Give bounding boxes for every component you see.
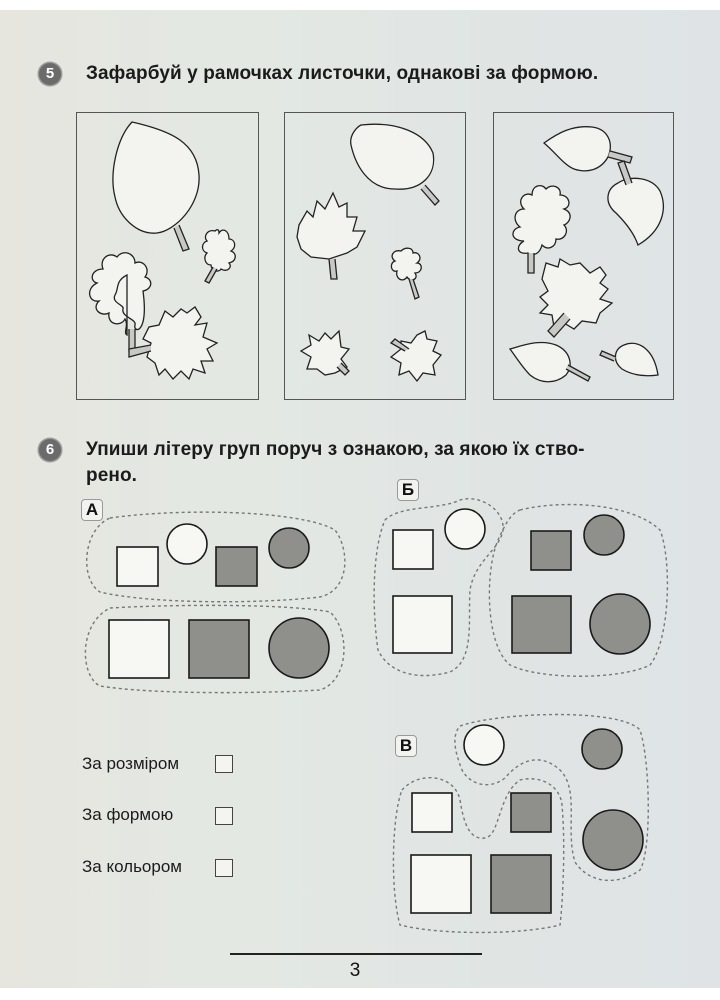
shape-circle-gray-large <box>583 810 643 870</box>
page-number: 3 <box>349 960 361 981</box>
criterion-size-answer-box[interactable] <box>215 755 233 773</box>
shape-square-white-large <box>411 855 471 913</box>
shape-circle-gray-large <box>269 618 329 678</box>
shape-square-white-large <box>109 620 169 678</box>
task-number-badge: 5 <box>39 63 61 85</box>
shape-square-gray-large <box>512 596 571 653</box>
shape-circle-white-small <box>167 524 207 564</box>
criterion-color-answer-box[interactable] <box>215 859 233 877</box>
task-5-title: Зафарбуй у рамочках листочки, однакові за формою. <box>86 63 599 84</box>
task-6-title-line2: рено. <box>86 465 138 486</box>
shape-circle-white-small <box>445 509 485 549</box>
shape-circle-white-small <box>464 725 504 765</box>
criterion-shape-label: За формою <box>82 805 174 824</box>
shape-square-gray-large <box>189 620 249 678</box>
group-letter-b: Б <box>397 479 419 501</box>
shape-square-gray-small <box>216 547 257 586</box>
criterion-color-label: За кольором <box>82 857 182 876</box>
shape-square-gray-large <box>491 855 551 913</box>
shape-square-white-small <box>412 793 452 832</box>
shape-square-white-large <box>393 596 452 653</box>
shape-circle-gray-small <box>584 515 624 555</box>
criterion-size-label: За розміром <box>82 754 180 773</box>
shape-circle-gray-small <box>269 528 309 568</box>
shape-square-gray-small <box>531 531 571 570</box>
shape-square-white-small <box>393 530 433 569</box>
shape-circle-gray-large <box>590 594 650 654</box>
group-letter-v: В <box>395 735 417 757</box>
criterion-shape-answer-box[interactable] <box>215 807 233 825</box>
shape-square-gray-small <box>511 793 551 832</box>
group-letter-a: А <box>81 499 103 521</box>
task-number-badge: 6 <box>39 439 61 461</box>
shape-square-white-small <box>117 547 158 586</box>
task-6-title-line1: Упиши літеру груп поруч з ознакою, за якою їх ство- <box>86 439 585 460</box>
footer-rule <box>230 953 482 955</box>
shape-circle-gray-small <box>582 729 622 769</box>
